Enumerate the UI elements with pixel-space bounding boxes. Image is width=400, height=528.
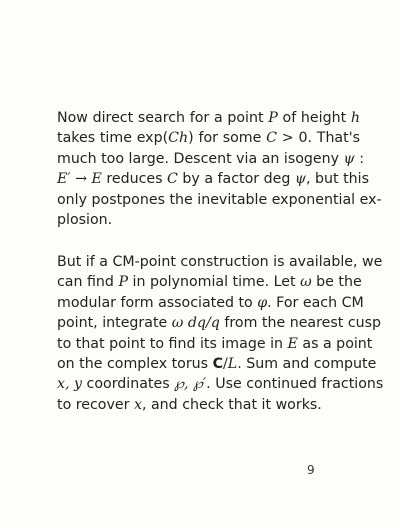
text-run: ) for some [188,130,267,147]
paragraph-direct-search [57,108,382,230]
math-symbol: E [287,335,298,352]
text-run: But if a CM-point construction is available, we [57,254,383,270]
text-run: from the nearest cusp [219,315,382,332]
text-line [57,128,360,148]
text-line [57,293,364,313]
text-run: , and check that it works. [141,396,322,413]
text-line [57,395,360,415]
text-run: : [354,150,364,167]
math-symbol: L [227,356,238,373]
text-run: by a factor deg [177,171,295,188]
text-run: only postpones the inevitable exponential ex- [57,191,382,208]
math-symbol: / [223,356,228,373]
math-symbol: P [268,110,278,126]
text-line [57,149,364,169]
text-line [57,169,369,189]
text-line [57,313,382,333]
text-run: point, integrate [57,315,172,332]
math-symbol: x [133,396,142,413]
math-symbol: C [266,130,277,147]
page-number: 9 [307,463,315,477]
text-run: of height [277,110,351,126]
text-run: can find [57,274,119,291]
paragraph-cm-point [57,252,384,415]
text-run: much too large. Descent via an isogeny [57,150,344,167]
text-run: . Sum and compute [237,356,377,373]
math-expression: ω dq/q [171,315,220,332]
text-line [57,354,377,374]
math-symbol: φ [257,294,268,311]
math-symbol: → [70,171,92,188]
text-run: coordinates [82,376,175,393]
text-run: in polynomial time. Let [128,274,301,291]
math-symbol: ψ [294,171,306,188]
math-symbol: C [212,356,223,373]
text-run: be the [311,274,362,291]
math-symbol: ω [300,274,312,291]
text-line [57,374,384,394]
text-run: . Use continued fractions [206,376,384,393]
text-line [57,210,360,230]
text-run: modular form associated to [57,294,258,311]
math-symbol: C [167,171,178,188]
text-run: takes time exp( [57,130,169,147]
text-run: to that point to find its image in [57,335,288,352]
text-run: on the complex torus [57,356,213,373]
math-symbol: Ch [168,130,189,147]
math-expression: ℘, ℘′ [174,376,207,393]
text-run: > 0. That's [277,130,360,147]
math-symbol: P [118,274,128,291]
text-line [57,190,382,210]
math-symbol: ψ [343,150,355,167]
math-symbol: E [91,171,102,188]
text-line [57,272,360,292]
math-expression: x, y [57,376,83,393]
text-run: reduces [101,171,168,188]
text-run: as a point [297,335,373,352]
text-line [57,108,360,128]
text-run: Now direct search for a point [57,110,269,126]
math-symbol: E′ [57,171,71,188]
text-run: to recover [57,396,134,413]
text-run: , but this [306,171,369,188]
text-run: . For each CM [267,294,364,311]
text-line [57,252,383,272]
text-run: plosion. [57,212,113,229]
text-line [57,334,373,354]
math-symbol: h [350,110,360,126]
